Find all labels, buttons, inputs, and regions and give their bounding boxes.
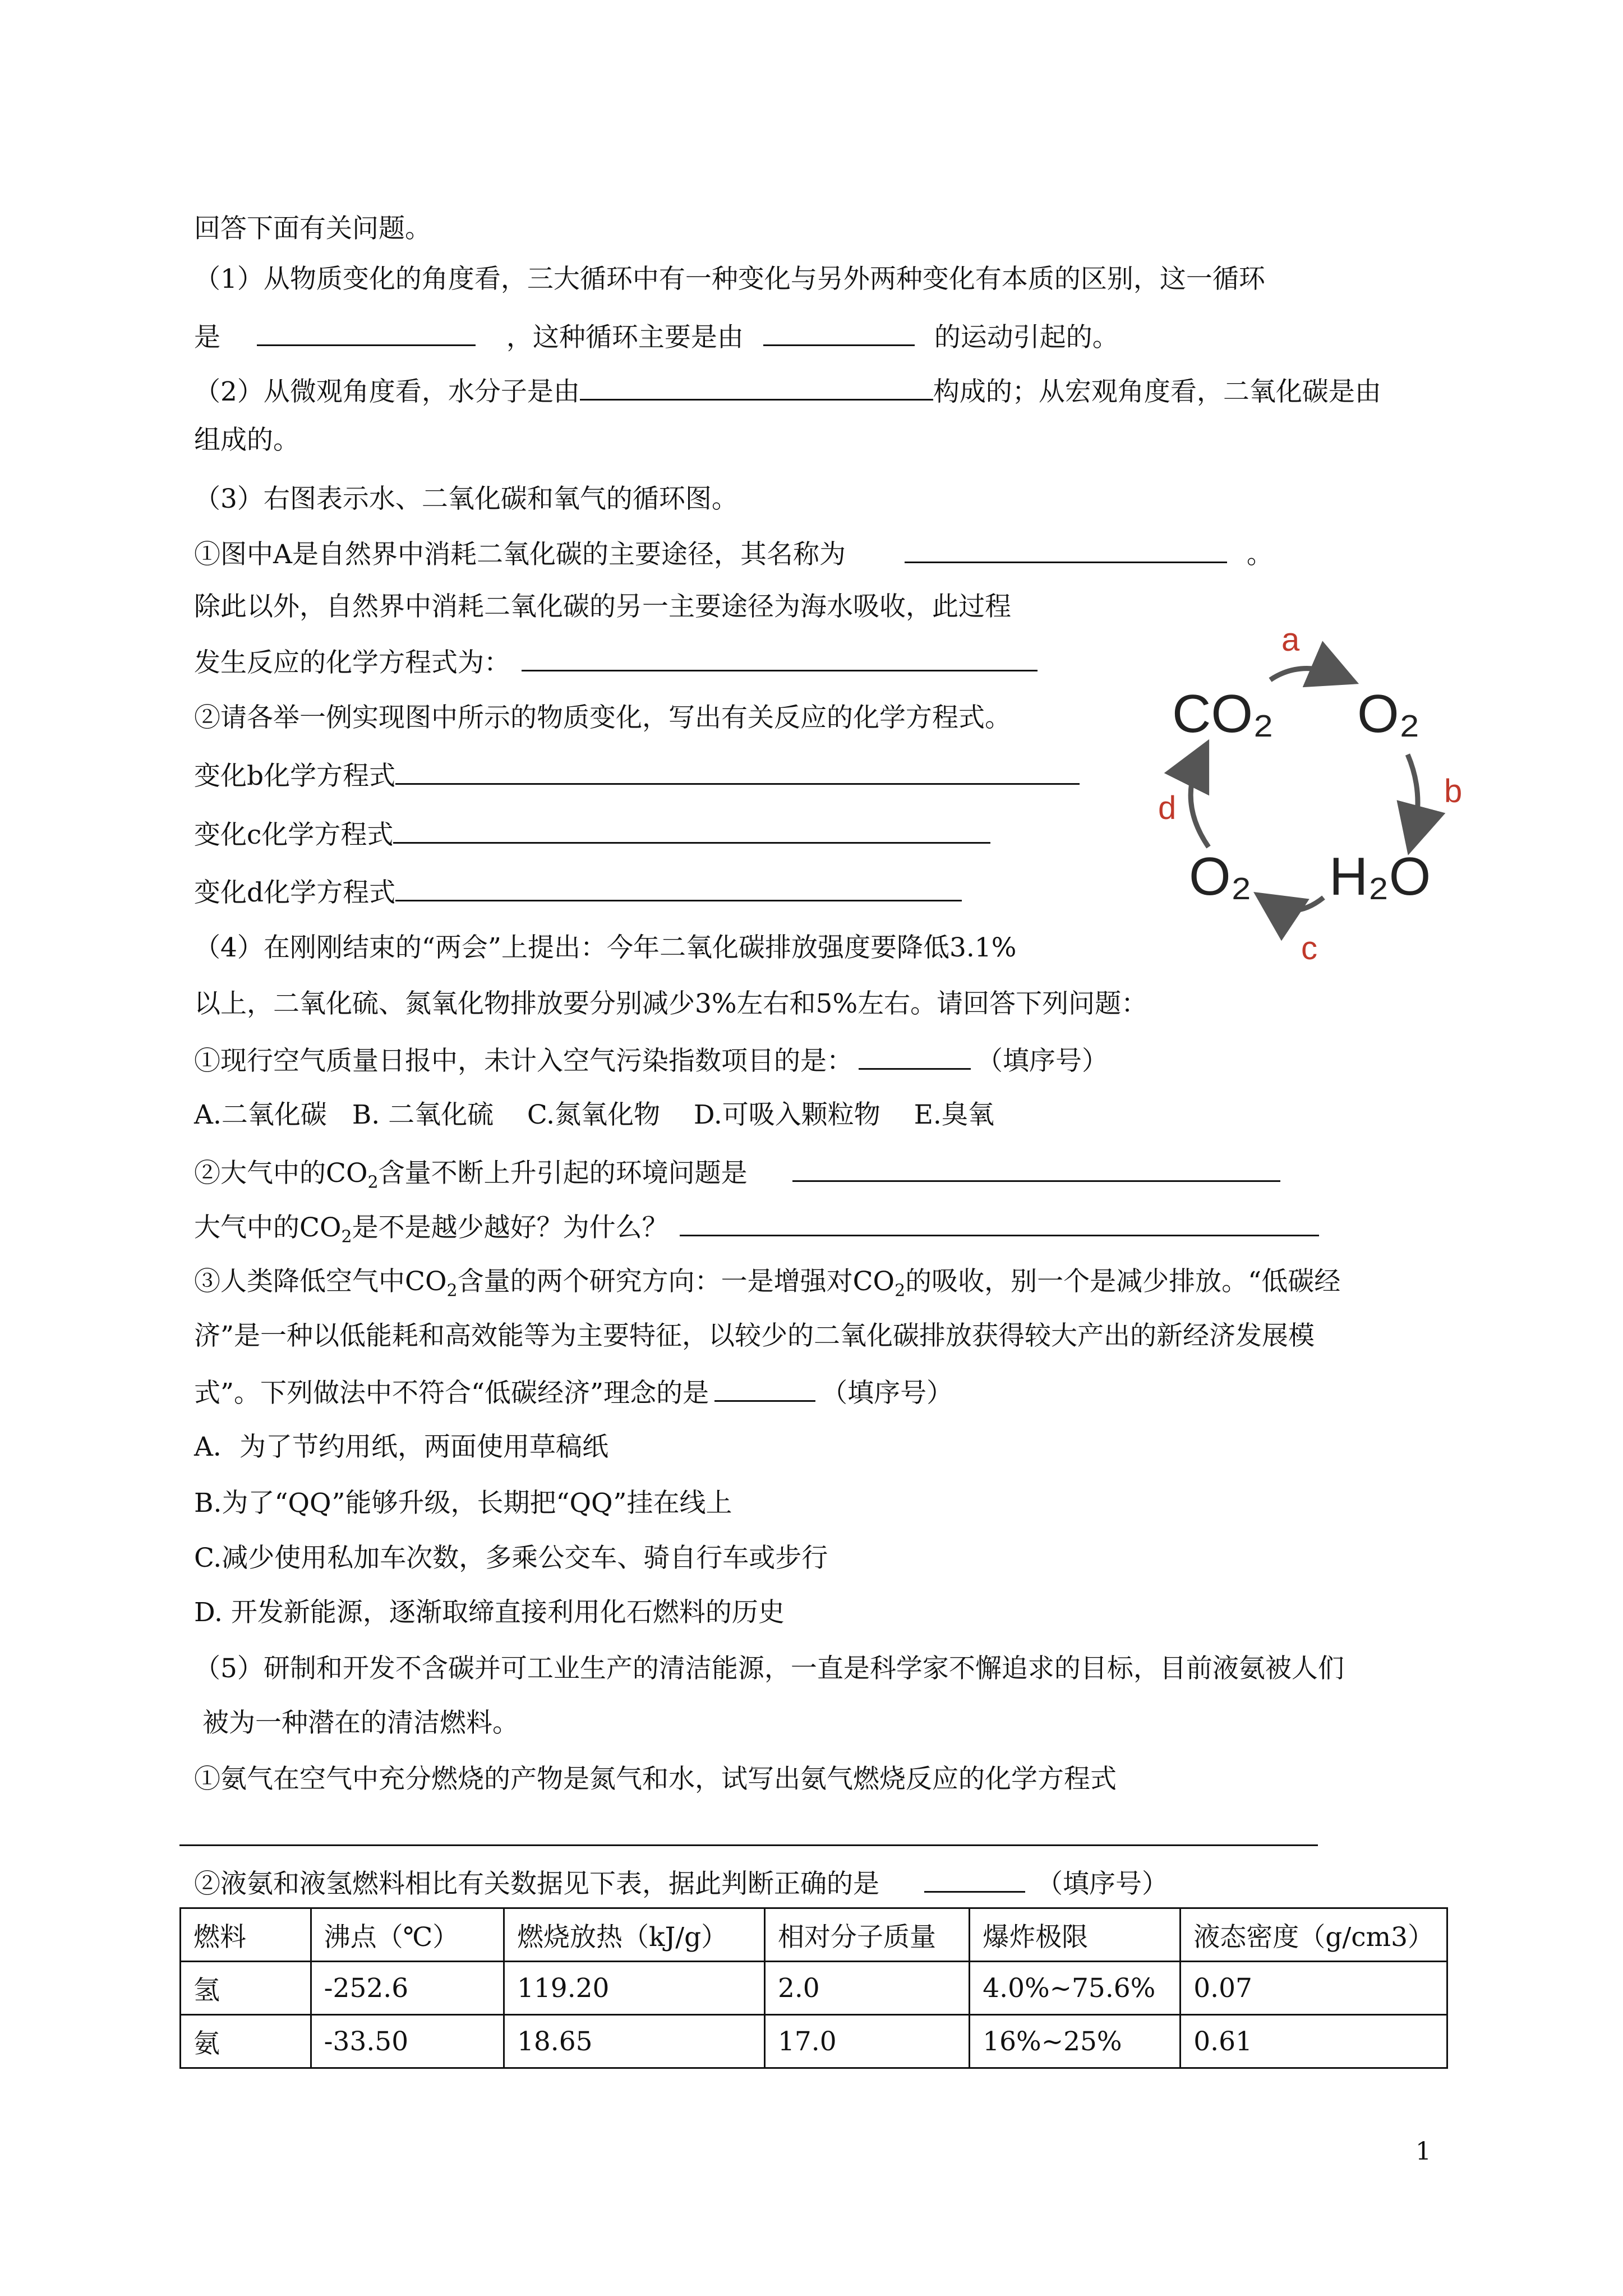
arrow-a [1270,669,1340,680]
table-header: 沸点（℃） [311,1908,504,1962]
table-row [181,1962,1447,2015]
arrow-d [1191,757,1209,847]
q2-water-blank[interactable] [580,373,933,401]
label-c: c [1301,930,1317,967]
table-row [181,2015,1447,2068]
choice-d: D. 开发新能源，逐渐取缔直接利用化石燃料的历史 [194,1597,785,1628]
q3-pathway-blank[interactable] [905,536,1227,563]
q3-change-c: 变化c化学方程式 [194,816,990,852]
table-cell: 119.20 [504,1962,764,2015]
q4-why-blank[interactable] [680,1209,1319,1236]
choice-b: B.为了“QQ”能够升级，长期把“QQ”挂在线上 [194,1488,732,1519]
q5-line4: ②液氨和液氢燃料相比有关数据见下表，据此判断正确的是 （填序号） [194,1865,1168,1901]
o2-top-node: O₂ [1357,684,1420,744]
q1-line1: （1）从物质变化的角度看，三大循环中有一种变化与另外两种变化有本质的区别，这一循环 [194,264,1265,295]
q4-env-problem-blank[interactable] [792,1154,1280,1182]
cycle-diagram [1144,606,1492,987]
h2o-node: H₂O [1329,846,1431,907]
fuel-comparison-table [179,1907,1448,2069]
table-cell: 2.0 [764,1962,969,2015]
q4-line9: 式”。下列做法中不符合“低碳经济”理念的是 （填序号） [194,1374,953,1410]
q4-line7: ③人类降低空气中$CO_2$含量的两个研究方向：一是增强对$CO_2$的吸收，别一个是减少排放。“低碳经 [194,1266,1341,1301]
choice-a: A．为了节约用纸，两面使用草稿纸 [194,1432,608,1462]
table-header: 燃料 [181,1908,311,1962]
table-header: 爆炸极限 [970,1908,1181,1962]
table-cell: 4.0%~75.6% [970,1962,1181,2015]
q5-line1: （5）研制和开发不含碳并可工业生产的清洁能源，一直是科学家不懈追求的目标，目前液氨被人们 [194,1653,1344,1684]
table-cell: 17.0 [764,2015,969,2068]
q3-line2: ①图中A是自然界中消耗二氧化碳的主要途径，其名称为 。 [194,536,1273,572]
q5-equation-blank[interactable] [179,1844,1318,1846]
table-cell: 16%~25% [970,2015,1181,2068]
q4-line1: （4）在刚刚结束的“两会”上提出：今年二氧化碳排放强度要降低3.1% [194,932,1017,963]
q4-options: A.二氧化碳 B. 二氧化硫 C.氮氧化物 D.可吸入颗粒物 E.臭氧 [194,1099,994,1130]
q1-line2: 是 ，这种循环主要是由 的运动引起的。 [194,319,1119,355]
table-cell: -33.50 [311,2015,504,2068]
q4-line8: 济”是一种以低能耗和高效能等为主要特征，以较少的二氧化碳排放获得较大产出的新经济发展模 [194,1320,1315,1351]
q4-line5: ②大气中的$CO_2$含量不断上升引起的环境问题是 [194,1154,1280,1199]
q3-change-b: 变化b化学方程式 [194,757,1080,793]
q4-line3: ①现行空气质量日报中，未计入空气污染指数项目的是： （填序号） [194,1042,1108,1078]
change-d-blank[interactable] [395,874,962,901]
change-b-blank[interactable] [395,757,1080,785]
table-header-row [181,1908,1447,1962]
arrow-c [1270,898,1324,910]
q5-answer-blank[interactable] [924,1865,1025,1893]
q3-line5: ②请各举一例实现图中所示的物质变化，写出有关反应的化学方程式。 [194,702,1011,733]
table-header: 液态密度（g/cm3） [1181,1908,1447,1962]
page-number: 1 [1415,2137,1431,2166]
q4-pollutant-blank[interactable] [859,1042,971,1070]
table-cell: 氨 [181,2015,311,2068]
choice-c: C.减少使用私加车次数，多乘公交车、骑自行车或步行 [194,1543,828,1573]
table-cell: -252.6 [311,1962,504,2015]
q5-line3: ①氨气在空气中充分燃烧的产物是氮气和水，试写出氨气燃烧反应的化学方程式 [194,1764,1117,1795]
q4-line2: 以上，二氧化硫、氮氧化物排放要分别减少3%左右和5%左右。请回答下列问题： [194,988,1148,1019]
q4-lowcarbon-blank[interactable] [714,1374,815,1402]
q5-line2: 被为一种潜在的清洁燃料。 [194,1708,519,1738]
table-cell: 18.65 [504,2015,764,2068]
table-header: 相对分子质量 [764,1908,969,1962]
table-header: 燃烧放热（kJ/g） [504,1908,764,1962]
q3-change-d: 变化d化学方程式 [194,874,962,910]
table-cell: 氢 [181,1962,311,2015]
table-cell: 0.61 [1181,2015,1447,2068]
o2-bottom-node: O₂ [1189,846,1252,907]
q1-cycle-blank[interactable] [257,319,476,346]
arrow-b [1408,754,1418,836]
q2-line2: 组成的。 [194,425,299,455]
q4-line6: 大气中的$CO_2$是不是越少越好？为什么？ [194,1209,1319,1254]
table-cell: 0.07 [1181,1962,1447,2015]
q1-motion-blank[interactable] [763,319,915,346]
intro-text: 回答下面有关问题。 [194,213,431,244]
label-b: b [1444,773,1463,809]
co2-node: CO₂ [1172,684,1274,744]
q3-line1: （3）右图表示水、二氧化碳和氧气的循环图。 [194,484,738,514]
label-d: d [1158,790,1177,826]
q3-line4: 发生反应的化学方程式为： [194,644,1038,680]
q3-line3: 除此以外，自然界中消耗二氧化碳的另一主要途径为海水吸收，此过程 [194,591,1011,622]
q3-equation-blank[interactable] [522,644,1038,671]
change-c-blank[interactable] [393,816,990,844]
q2-line1: （2）从微观角度看，水分子是由 构成的；从宏观角度看，二氧化碳是由 [194,373,1381,409]
label-a: a [1281,622,1300,658]
